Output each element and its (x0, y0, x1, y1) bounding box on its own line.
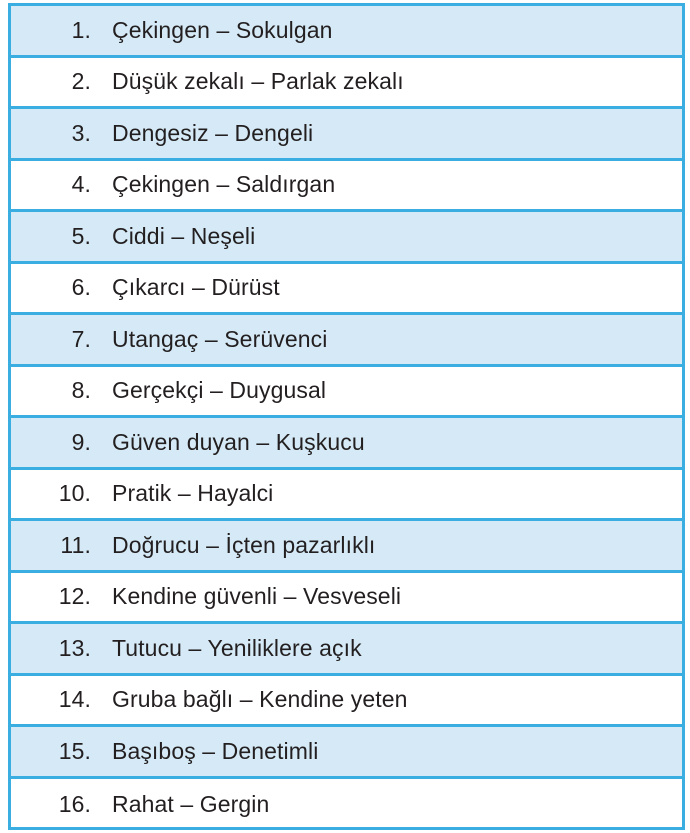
trait-pair-text: Tutucu – Yeniliklere açık (112, 634, 362, 661)
table-row (11, 418, 682, 470)
trait-pair-text: Ciddi – Neşeli (112, 222, 256, 249)
trait-pair-text: Gerçekçi – Duygusal (112, 377, 327, 404)
row-number: 10. (58, 480, 91, 507)
table-row (11, 212, 682, 264)
trait-pair-text: Başıboş – Denetimli (112, 737, 319, 764)
trait-pair-text: Güven duyan – Kuşkucu (112, 428, 365, 455)
row-number: 15. (58, 737, 91, 764)
trait-pair-text: Kendine güvenli – Vesveseli (112, 583, 402, 610)
row-number: 7. (71, 325, 91, 352)
row-number: 14. (58, 686, 91, 713)
table-row (11, 264, 682, 316)
trait-pair-text: Pratik – Hayalci (112, 480, 274, 507)
row-number: 6. (71, 274, 91, 301)
row-number: 11. (60, 531, 91, 558)
trait-pair-text: Dengesiz – Dengeli (112, 119, 314, 146)
trait-pair-text: Rahat – Gergin (112, 790, 270, 817)
table-row (11, 58, 682, 110)
table-row (11, 573, 682, 625)
trait-pair-text: Doğrucu – İçten pazarlıklı (112, 531, 376, 558)
trait-pair-text: Çekingen – Saldırgan (112, 171, 336, 198)
row-number: 1. (71, 16, 91, 43)
table-row (11, 6, 682, 58)
table-row (11, 367, 682, 419)
table-row (11, 109, 682, 161)
table-row (11, 161, 682, 213)
trait-pair-text: Çekingen – Sokulgan (112, 16, 333, 43)
row-number: 13. (58, 634, 91, 661)
row-number: 3. (71, 119, 91, 146)
row-number: 5. (71, 222, 91, 249)
row-number: 4. (71, 171, 91, 198)
row-number: 8. (71, 377, 91, 404)
table-row (11, 779, 682, 831)
trait-pairs-table (8, 3, 685, 830)
table-row (11, 624, 682, 676)
table-row (11, 676, 682, 728)
row-number: 9. (71, 428, 91, 455)
table-row (11, 470, 682, 522)
trait-pair-text: Çıkarcı – Dürüst (112, 274, 280, 301)
row-number: 2. (71, 68, 91, 95)
row-number: 16. (58, 790, 91, 817)
table-row (11, 727, 682, 779)
trait-pair-text: Utangaç – Serüvenci (112, 325, 328, 352)
trait-pair-text: Düşük zekalı – Parlak zekalı (112, 68, 404, 95)
table-row (11, 521, 682, 573)
row-number: 12. (58, 583, 91, 610)
trait-pair-text: Gruba bağlı – Kendine yeten (112, 686, 408, 713)
table-row (11, 315, 682, 367)
